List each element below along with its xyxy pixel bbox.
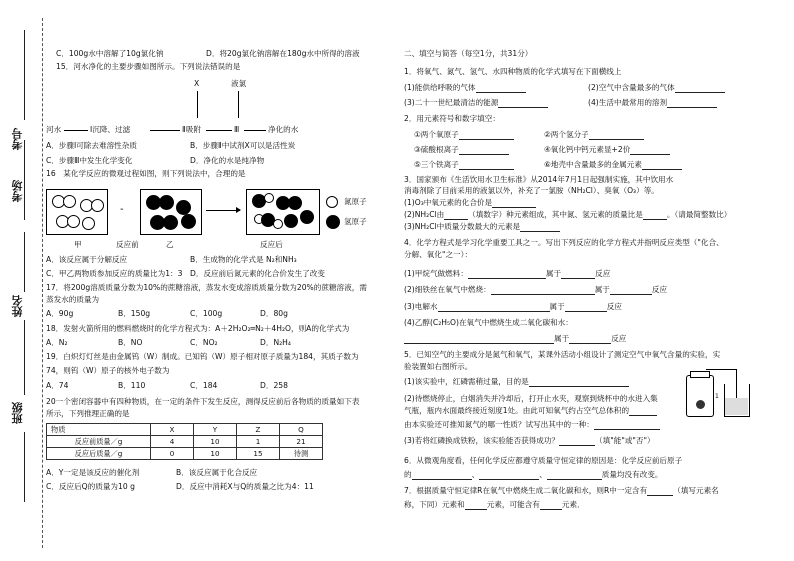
r7-line-2: 称，下同）元素和 元素，可能含有 元素． <box>404 500 585 509</box>
exam-no-line <box>24 30 25 120</box>
table-cell: 待测 <box>280 448 323 460</box>
q14-option-d: D．将20g氯化钠溶解在180g水中所得的溶液 <box>206 49 360 58</box>
exam-no-label: 考号 <box>11 128 24 150</box>
q15-step3: Ⅲ <box>234 125 240 134</box>
r4-stem-1: 4．化学方程式是学习化学重要工具之一。写出下列反应的化学方程式并指明反应类型（"化合、 <box>404 238 724 247</box>
r5-stem-1: 5．已知空气的主要成分是氮气和氧气，某课外活动小组设计了测定空气中氧气含量的实验，实 <box>404 350 721 359</box>
q15-step2: Ⅱ吸附 <box>182 125 201 134</box>
r4-item-4: (4)乙醇(C₂H₅O)在氧气中燃烧生成二氧化碳和水： <box>404 318 573 327</box>
table-row <box>47 448 323 460</box>
n-atom <box>163 215 178 230</box>
q16-label-jia: 甲 <box>74 240 82 249</box>
r3-item-1: (1)O₃中氧元素的化合价是 <box>404 198 536 208</box>
r2-item-2: ②两个氢分子 <box>544 130 644 140</box>
r3-stem-1: 3．国家颁布《生活饮用水卫生标准》从2014年7月1日起强制实施，其中饮用水 <box>404 175 674 184</box>
reaction-arrow <box>206 210 240 211</box>
q20-option-c: C．反应后Q的质量为10 g <box>46 482 135 491</box>
r6-line-2: 的 、 、 质量均没有改变。 <box>404 470 663 479</box>
legend-n-atom-icon <box>326 215 340 229</box>
q19-stem-1: 19．白炽灯灯丝是由金属钨（W）制成。已知钨（W）原子相对原子质量为184，其质子数为 <box>46 352 359 361</box>
table-cell: 反应后质量／g <box>47 448 151 460</box>
r5-stem-2: 验装置如右图所示。 <box>404 362 473 371</box>
q18-option-b: B．NO <box>118 338 143 347</box>
table-cell: 10 <box>194 448 237 460</box>
q15-x-label: X <box>194 79 200 88</box>
q17-option-d: D．80g <box>260 309 288 318</box>
q17-option-b: B．150g <box>118 309 151 318</box>
q17-stem-1: 17．将200g溶质质量分数为10%的蔗糖溶液，蒸发水变成溶质质量分数为20%的蔗糖溶液，需 <box>46 283 367 292</box>
q16-option-c: C．甲乙两物质参加反应的质量比为1：3 <box>46 269 183 278</box>
section-2-title: 二、填空与简答（每空1分，共31分） <box>404 49 533 58</box>
exam-room-label: 考场 <box>11 180 24 202</box>
q14-option-c: C．100g水中溶解了10g氯化钠 <box>56 49 164 58</box>
arrow-head-icon <box>236 207 241 213</box>
q16-option-a: A．该反应属于分解反应 <box>46 255 128 264</box>
gas-bottle-icon <box>686 375 714 417</box>
r2-item-4: ④氧化钙中钙元素显+2价 <box>544 145 670 155</box>
q16-option-b: B．生成物的化学式是 N₂和NH₃ <box>190 255 297 264</box>
q16-option-d: D．反应前后氮元素的化合价发生了改变 <box>190 269 325 278</box>
name-line <box>24 232 25 292</box>
legend-nitrogen: 氮原子 <box>344 197 367 206</box>
q20-stem-2: 所示，下列推理正确的是 <box>46 409 130 418</box>
r3-item-3: (3)NH₂Cl中质量分数最大的元素是 <box>404 222 560 232</box>
table-cell: 1 <box>237 436 280 448</box>
q15-option-a: A．步骤Ⅰ可除去难溶性杂质 <box>46 141 137 150</box>
water-fill <box>725 398 748 415</box>
r1-item-1: (1)能供给呼吸的气体 <box>404 83 526 93</box>
q15-river-label: 河水 <box>46 125 62 134</box>
table-header-cell: Z <box>237 424 280 436</box>
q18-option-c: C．NO₂ <box>190 338 218 347</box>
r4-item-4-answer: 属于 反应 <box>404 334 626 344</box>
r4-item-2: (2)细铁丝在氧气中燃烧： 属于 反应 <box>404 285 668 294</box>
h-atom <box>82 217 95 230</box>
q17-stem-2: 蒸发水的质量为 <box>46 295 100 304</box>
h-atom <box>67 215 80 228</box>
class-line <box>24 320 25 395</box>
table-header-cell: X <box>151 424 194 436</box>
name-label: 姓名 <box>11 295 24 317</box>
q19-option-c: C．184 <box>190 381 218 390</box>
table-cell: 21 <box>280 436 323 448</box>
q15-step1: Ⅰ沉降、过滤 <box>90 125 131 134</box>
q15-output: 净化的水 <box>268 125 299 134</box>
r6-line-1: 6．从微观角度看，任何化学反应都遵守质量守恒定律的原因是：化学反应前后原子 <box>404 456 683 465</box>
q16-minus-sign: - <box>120 204 124 215</box>
q18-stem: 18．发射火箭所用的燃料燃烧时的化学方程式为：A＋2H₂O₂═N₂＋4H₂O，则A的化学式为 <box>46 324 350 333</box>
table-cell: 0 <box>151 448 194 460</box>
q20-option-b: B．该反应属于化合反应 <box>176 468 258 477</box>
arrow-x-down <box>197 91 198 118</box>
r2-item-3: ③硫酸根离子 <box>414 145 509 155</box>
r7-line-1: 7．根据质量守恒定律R在氧气中燃烧生成二氧化碳和水，则R中一定含有 （填写元素名 <box>404 486 719 495</box>
r4-stem-2: 分解、氧化"之一）： <box>404 250 473 259</box>
h-atom <box>273 219 283 229</box>
r4-item-1: (1)甲烷气做燃料： 属于 反应 <box>404 269 611 278</box>
sidebar <box>0 0 52 561</box>
q16-stem: 16 某化学反应的微观过程如图，则下列说法中，合理的是 <box>46 169 246 178</box>
class-label: 班级 <box>11 402 24 424</box>
r5-item-1: (1)该实验中，红磷需稍过量，目的是 <box>404 377 629 387</box>
flow-arrow-1 <box>64 130 88 131</box>
r1-item-4: (4)生活中最常用的溶剂 <box>588 98 717 108</box>
q16-label-yi: 乙 <box>166 240 174 249</box>
legend-h-atom-icon <box>326 196 338 208</box>
extra-line <box>24 432 25 502</box>
r2-item-5: ⑤三个铁离子 <box>414 160 514 170</box>
q15-chlorine-label: 液氯 <box>231 79 247 88</box>
table-cell: 反应前质量／g <box>47 436 151 448</box>
h-atom <box>91 199 104 212</box>
q20-option-a: A．Y一定是该反应的催化剂 <box>46 468 140 477</box>
r5-item-2-line-1: (2)待燃烧停止，白烟消失并冷却后，打开止水夹，观察到烧杯中的水进入集 <box>404 394 658 403</box>
scale-mark-1: 1 <box>715 393 719 400</box>
q15-option-c: C．步骤Ⅲ中发生化学变化 <box>46 156 133 165</box>
r5-item-3: (3)若将红磷换成铁粉，该实验能否获得成功？ （填"能"或"否"） <box>404 436 655 445</box>
r5-item-2-line-3: 由本实验还可推知氮气的哪一性质？试写出其中的一种： <box>404 420 660 430</box>
q16-label-before: 反应前 <box>116 240 139 249</box>
table-row <box>47 436 323 448</box>
q20-option-d: D．反应中消耗X与Q的质量之比为4：11 <box>176 482 314 491</box>
q19-option-a: A．74 <box>46 381 69 390</box>
bottle-stopper-icon <box>690 371 710 378</box>
q16-label-after: 反应后 <box>260 240 283 249</box>
r1-item-3: (3)二十一世纪最清洁的能源 <box>404 98 548 108</box>
n-atom <box>300 210 314 224</box>
flow-arrow-3 <box>206 130 232 131</box>
q19-option-d: D．258 <box>260 381 288 390</box>
q17-option-a: A．90g <box>46 309 74 318</box>
table-header-cell: 物质 <box>47 424 151 436</box>
q15-option-b: B．步骤Ⅱ中试剂X可以是活性炭 <box>190 141 296 150</box>
red-phosphorus-icon <box>696 400 705 409</box>
q15-option-d: D．净化的水是纯净物 <box>190 156 265 165</box>
table-cell: 4 <box>151 436 194 448</box>
n-atom <box>159 195 174 210</box>
r2-item-6: ⑥地壳中含量最多的金属元素 <box>544 160 682 170</box>
table-cell: 10 <box>194 436 237 448</box>
seal-line <box>42 18 43 548</box>
table-header-cell: Y <box>194 424 237 436</box>
flow-arrow-2 <box>150 130 180 131</box>
table-header-row <box>47 424 323 436</box>
n-atom <box>284 214 298 228</box>
r3-item-2: (2)NH₂Cl由 （填数字）种元素组成，其中氮、氢元素的质量比是 。（请最简整数比） <box>404 210 732 219</box>
exam-room-line <box>24 140 25 220</box>
r2-stem: 2．用元素符号和数字填空： <box>404 114 500 123</box>
q20-data-table <box>46 423 323 460</box>
r3-stem-2: 消毒剂除了目前采用的液氯以外，补充了一氯胺（NH₂Cl）、臭氧（O₃）等。 <box>404 186 659 195</box>
q18-option-d: D．N₂H₄ <box>260 338 291 347</box>
q19-stem-2: 74，则钨（W）原子的核外电子数为 <box>46 366 170 375</box>
r5-item-2-line-2: 气瓶，瓶内水面最终接近刻度1处。由此可知氧气约占空气总体积的 <box>404 406 657 416</box>
q20-stem-1: 20一个密闭容器中有四种物质，在一定的条件下发生反应，测得反应前后各物质的质量如下表 <box>46 397 360 406</box>
r2-item-1: ①两个氧原子 <box>414 130 514 140</box>
q19-option-b: B．110 <box>118 381 146 390</box>
arrow-cl-down <box>238 91 239 118</box>
h-atom <box>63 195 76 208</box>
table-cell: 15 <box>237 448 280 460</box>
h-atom <box>264 193 274 203</box>
legend-hydrogen: 氢原子 <box>344 217 367 226</box>
q17-option-c: C．100g <box>190 309 223 318</box>
r4-item-3: (3)电解水 属于 反应 <box>404 302 622 311</box>
q15-stem: 15．河水净化的主要步骤如图所示。下列说法错误的是 <box>56 62 241 71</box>
n-atom <box>176 200 191 215</box>
n-atom <box>181 214 196 229</box>
r1-stem: 1．将氧气、氮气、氢气、水四种物质的化学式填写在下面横线上 <box>404 67 622 76</box>
n-atom <box>288 196 302 210</box>
r1-item-2: (2)空气中含量最多的气体 <box>588 83 725 93</box>
connecting-tube <box>706 369 736 370</box>
flow-arrow-4 <box>244 130 266 131</box>
table-header-cell: Q <box>280 424 323 436</box>
q18-option-a: A．N₂ <box>46 338 68 347</box>
